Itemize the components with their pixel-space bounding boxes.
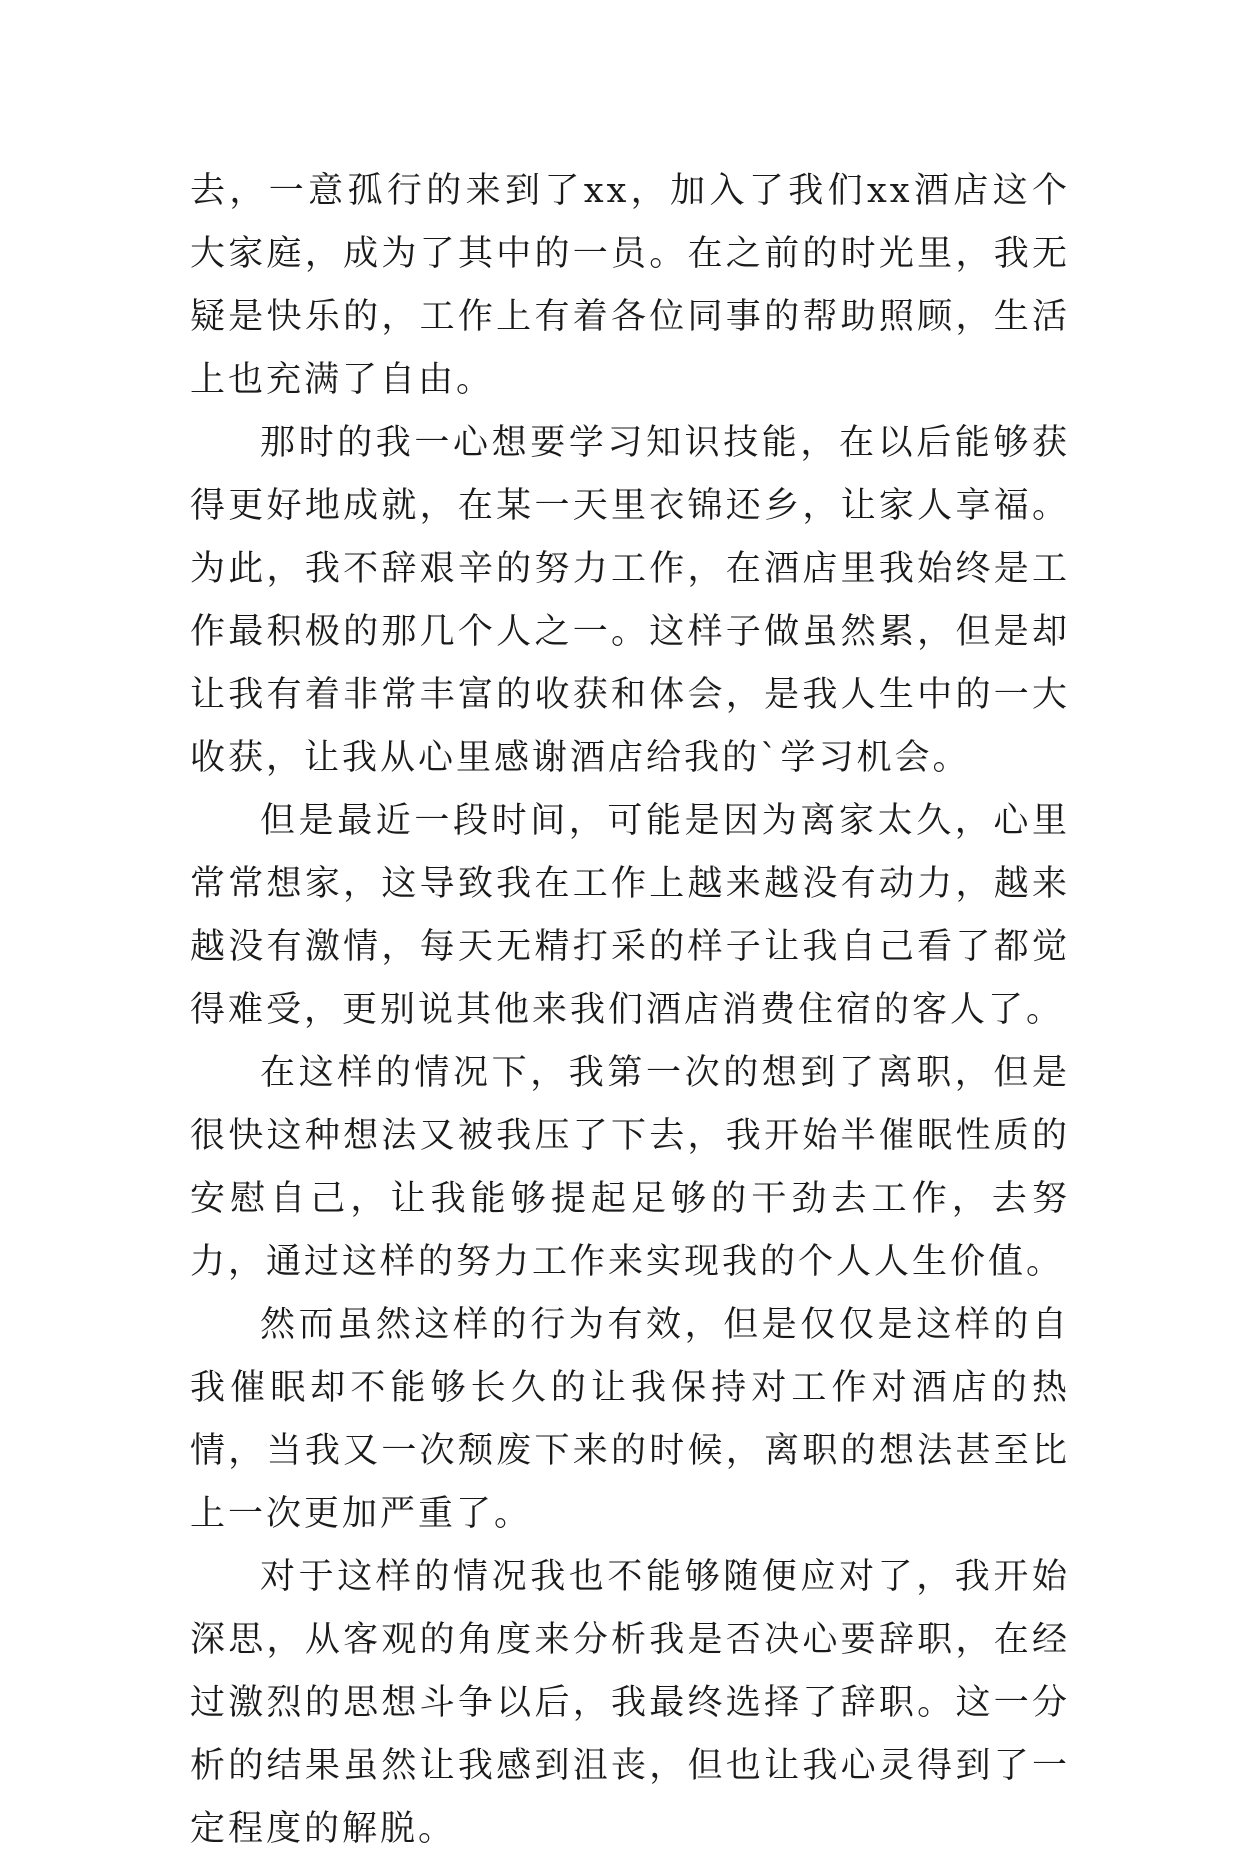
letter-body [190,160,1070,1861]
paragraph: 在这样的情况下，我第一次的想到了离职，但是很快这种想法又被我压了下去，我开始半催眠性质的安慰自己，让我能够提起足够的干劲去工作，去努力，通过这样的努力工作来实现我的个人人生价值。 [190,1053,1070,1282]
paragraph: 那时的我一心想要学习知识技能，在以后能够获得更好地成就，在某一天里衣锦还乡，让家人享福。为此，我不辞艰辛的努力工作，在酒店里我始终是工作最积极的那几个人之一。这样子做虽然累，但是却让我有着非常丰富的收获和体会，是我人生中的一大收获，让我从心里感谢酒店给我的`学习机会。 [190,423,1070,778]
paragraph: 对于这样的情况我也不能够随便应对了，我开始深思，从客观的角度来分析我是否决心要辞职，在经过激烈的思想斗争以后，我最终选择了辞职。这一分析的结果虽然让我感到沮丧，但也让我心灵得到了一定程度的解脱。 [190,1557,1070,1849]
paragraph: 但是最近一段时间，可能是因为离家太久，心里常常想家，这导致我在工作上越来越没有动力，越来越没有激情，每天无精打采的样子让我自己看了都觉得难受，更别说其他来我们酒店消费住宿的客人了。 [190,801,1070,1030]
paragraph-continued: 去，一意孤行的来到了xx，加入了我们xx酒店这个大家庭，成为了其中的一员。在之前的时光里，我无疑是快乐的，工作上有着各位同事的帮助照顾，生活上也充满了自由。 [190,171,1070,400]
paragraph: 然而虽然这样的行为有效，但是仅仅是这样的自我催眠却不能够长久的让我保持对工作对酒店的热情，当我又一次颓废下来的时候，离职的想法甚至比上一次更加严重了。 [190,1305,1070,1534]
